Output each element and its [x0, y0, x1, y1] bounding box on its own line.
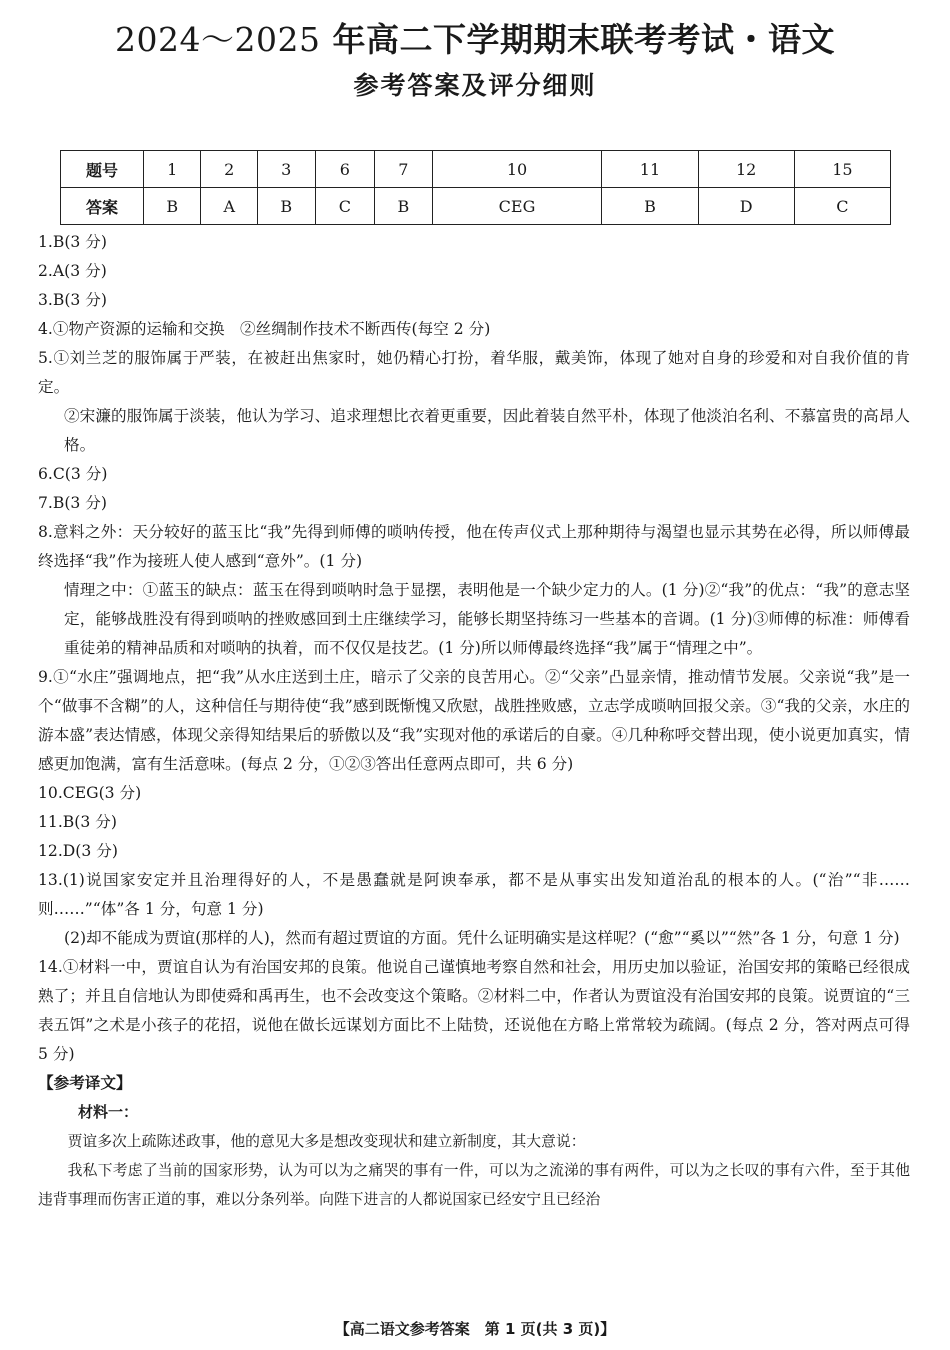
answer-item-11: 11.B(3 分): [38, 813, 117, 831]
answer-cell: D: [698, 188, 794, 225]
row-label-answer: 答案: [61, 188, 144, 225]
page-subtitle: 参考答案及评分细则: [353, 71, 597, 100]
answer-cell: CEG: [432, 188, 602, 225]
title-text: 年高二下学期期末联考考试・语文: [320, 20, 835, 59]
row-label-question-number: 题号: [61, 151, 144, 188]
answer-row: [61, 188, 891, 225]
answer-cell: C: [794, 188, 890, 225]
answer-cell: B: [375, 188, 432, 225]
answer-item-13-part-2: (2)却不能成为贾谊(那样的人)，然而有超过贾谊的方面。凭什么证明确实是这样呢？(“愈”“奚以”“然”各 1 分，句意 1 分): [64, 929, 900, 947]
answer-table: [60, 150, 891, 225]
answer-item-10: 10.CEG(3 分): [38, 784, 142, 802]
question-number-cell: 11: [602, 151, 698, 188]
question-number-cell: 1: [144, 151, 201, 188]
question-number-cell: 12: [698, 151, 794, 188]
answer-cell: B: [144, 188, 201, 225]
question-number-cell: 6: [315, 151, 375, 188]
title-year: 2024～2025: [115, 20, 321, 59]
translation-heading: 【参考译文】: [38, 1074, 132, 1092]
answer-item-5: 5.①刘兰芝的服饰属于严装，在被赶出焦家时，她仍精心打扮，着华服，戴美饰，体现了她对自身的珍爱和对自我价值的肯定。: [38, 349, 910, 396]
translation-paragraph-1: 贾谊多次上疏陈述政事，他的意见大多是想改变现状和建立新制度，其大意说：: [67, 1133, 586, 1150]
answer-item-8: 8.意料之外：天分较好的蓝玉比“我”先得到师傅的唢呐传授，他在传声仪式上那种期待与渴望也显示其势在必得，所以师傅最终选择“我”作为接班人使人感到“意外”。(1 分): [38, 523, 910, 570]
answer-item-1: 1.B(3 分): [38, 233, 107, 251]
answer-item-6: 6.C(3 分): [38, 465, 108, 483]
answer-cell: B: [602, 188, 698, 225]
answer-item-3: 3.B(3 分): [38, 291, 107, 309]
translation-paragraph-2: 我私下考虑了当前的国家形势，认为可以为之痛哭的事有一件，可以为之流涕的事有两件，可以为之长叹的事有六件，至于其他违背事理而伤害正道的事，难以分条列举。向陛下进言的人都说国家已经安宁且已经治: [38, 1162, 910, 1208]
answer-body: [38, 228, 910, 1214]
answer-item-13: 13.(1)说国家安定并且治理得好的人，不是愚蠢就是阿谀奉承，都不是从事实出发知道治乱的根本的人。(“治”“非……则……”“体”各 1 分，句意 1 分): [38, 871, 910, 918]
answer-cell: C: [315, 188, 375, 225]
translation-material-label: 材料一：: [78, 1103, 139, 1121]
answer-item-4: 4.①物产资源的运输和交换 ②丝绸制作技术不断西传(每空 2 分): [38, 320, 491, 338]
answer-cell: B: [258, 188, 315, 225]
answer-item-9: 9.①“水庄”强调地点，把“我”从水庄送到土庄，暗示了父亲的良苦用心。②“父亲”凸显亲情，推动情节发展。父亲说“我”是一个“做事不含糊”的人，这种信任与期待使“我”感到既惭愧又欣慰，战胜挫败感，立志学成唢呐回报父亲。③“我的父亲，水庄的游本盛”表达情感，体现父亲得知结果后的骄傲以及“我”实现对他的承诺后的自豪。④几种称呼交替出现，使小说更加真实，情感更加饱满，富有生活意味。(每点 2 分，①②③答出任意两点即可，共 6 分): [38, 668, 910, 773]
page-title: [0, 14, 950, 61]
question-number-row: [61, 151, 891, 188]
answer-item-14: 14.①材料一中，贾谊自认为有治国安邦的良策。他说自己谨慎地考察自然和社会，用历史加以验证，治国安邦的策略已经很成熟了；并且自信地认为即使舜和禹再生，也不会改变这个策略。②材料二中，作者认为贾谊没有治国安邦的良策。说贾谊的“三表五饵”之术是小孩子的花招，说他在做长远谋划方面比不上陆贽，还说他在方略上常常较为疏阔。(每点 2 分，答对两点可得 5 分): [38, 958, 910, 1063]
answer-item-2: 2.A(3 分): [38, 262, 107, 280]
question-number-cell: 10: [432, 151, 602, 188]
answer-item-8-part-2: 情理之中：①蓝玉的缺点：蓝玉在得到唢呐时急于显摆，表明他是一个缺少定力的人。(1 分)②“我”的优点：“我”的意志坚定，能够战胜没有得到唢呐的挫败感回到土庄继续学习，能够长期坚持练习一些基本的音调。(1 分)③师傅的标准：师傅看重徒弟的精神品质和对唢呐的执着，而不仅仅是技艺。(1 分)所以师傅最终选择“我”属于“情理之中”。: [64, 581, 910, 657]
answer-item-7: 7.B(3 分): [38, 494, 107, 512]
page-footer: 【高二语文参考答案 第 1 页(共 3 页)】: [334, 1320, 616, 1338]
answer-cell: A: [201, 188, 258, 225]
question-number-cell: 7: [375, 151, 432, 188]
answer-item-12: 12.D(3 分): [38, 842, 118, 860]
question-number-cell: 15: [794, 151, 890, 188]
answer-item-5-part-2: ②宋濂的服饰属于淡装，他认为学习、追求理想比衣着更重要，因此着装自然平朴，体现了他淡泊名利、不慕富贵的高昂人格。: [64, 407, 910, 454]
question-number-cell: 2: [201, 151, 258, 188]
question-number-cell: 3: [258, 151, 315, 188]
